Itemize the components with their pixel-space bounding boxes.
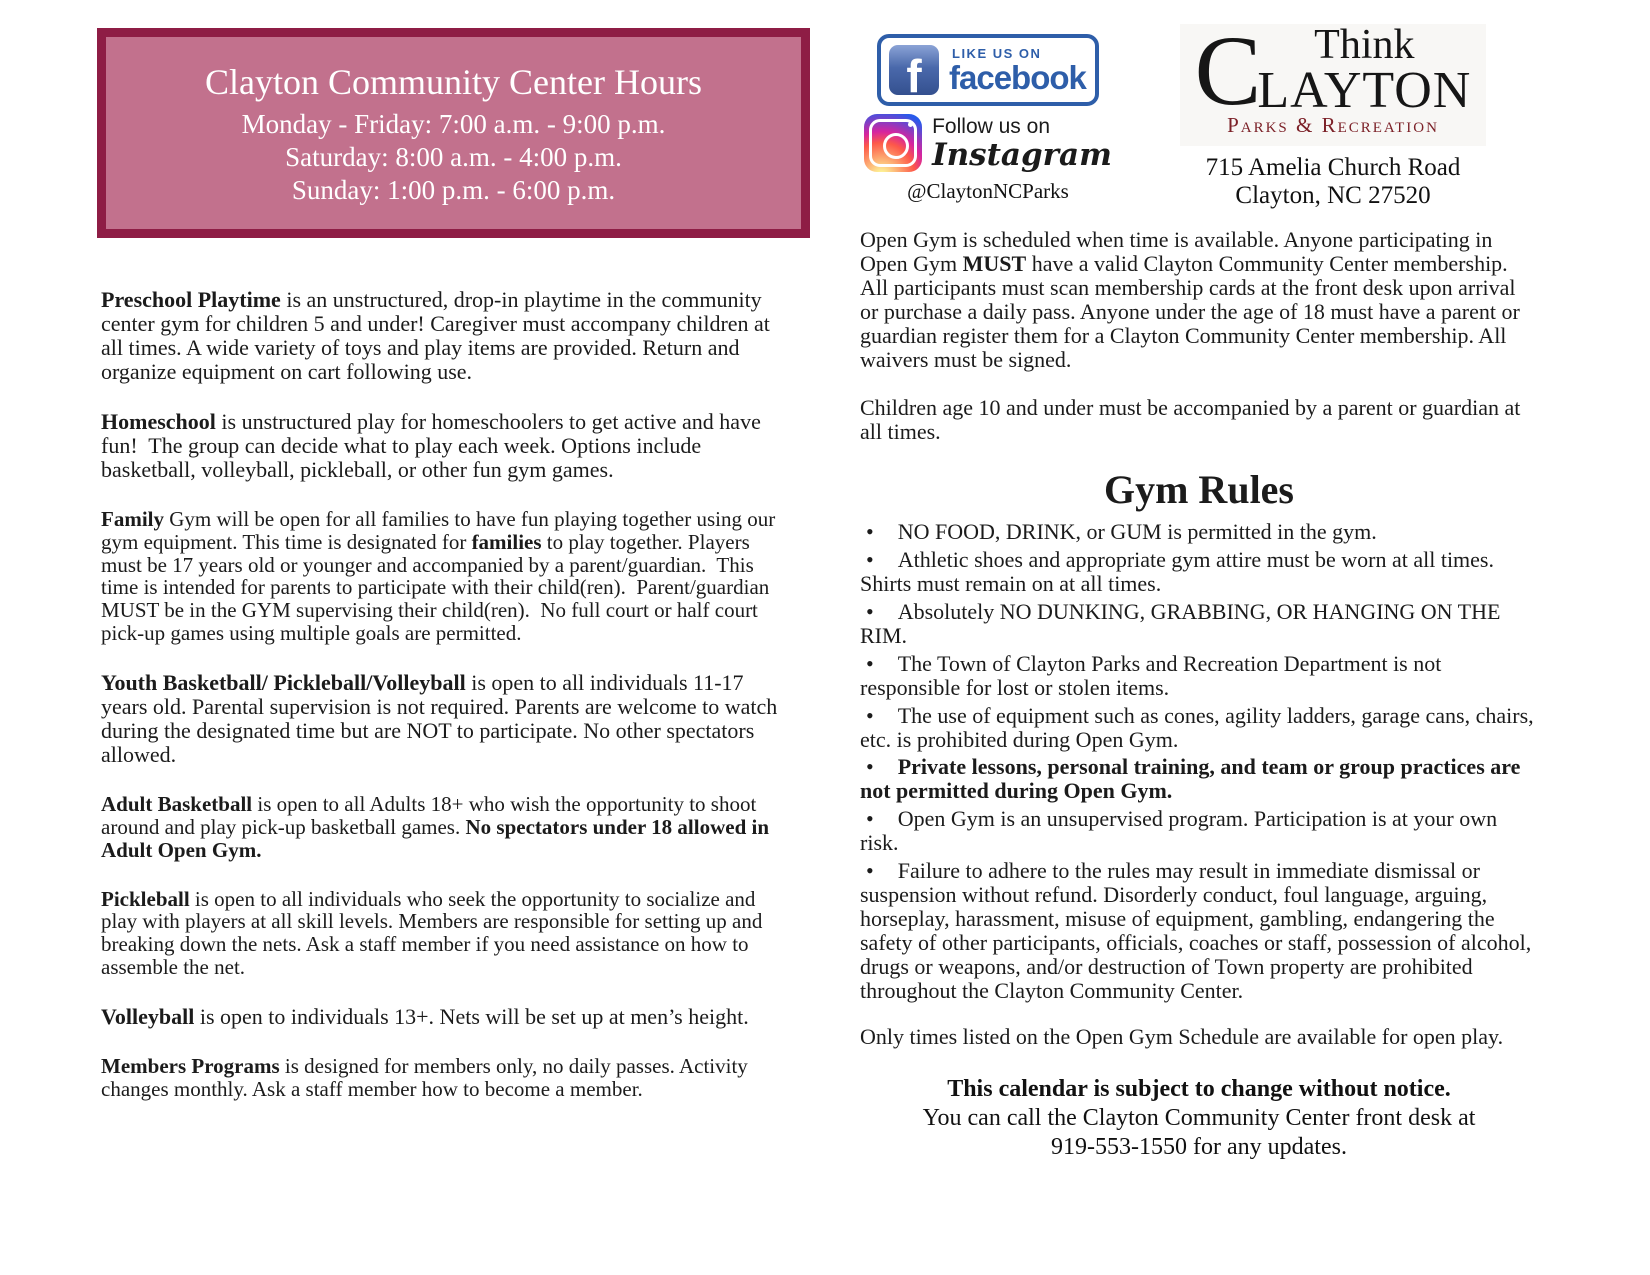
gym-rule-4 (860, 652, 1538, 700)
hours-panel (97, 28, 810, 238)
gym-rule-text: Failure to adhere to the rules may result in immediate dismissal or suspension without refund. Disorderly conduct, foul language, arguing, horseplay, harassment, misuse of equipment, gambling, endangering the safety of other participants, officials, coaches or staff, possession of alcohol, drugs or weapons, and/or destruction of Town property are prohibited throughout the Clayton Community Center. (860, 858, 1537, 1004)
facebook-text (949, 46, 1086, 94)
instagram-follow-label: Follow us on (932, 114, 1050, 138)
address-block (1180, 154, 1486, 210)
bullet-icon (866, 858, 874, 883)
open-gym-intro: Open Gym is scheduled when time is available. Anyone participating in Open Gym MUST have a valid Clayton Community Center membership. All participants must scan membership cards at the front desk upon arrival or purchase a daily pass. Anyone under the age of 18 must have a parent or guardian register them for a Clayton Community Center membership. All waivers must be signed. (860, 227, 1526, 372)
program-volleyball: Volleyball is open to individuals 13+. Nets will be set up at men’s height. (101, 1004, 749, 1030)
gym-rule-text: Open Gym is an unsupervised program. Participation is at your own risk. (860, 806, 1503, 856)
bullet-icon (866, 754, 874, 779)
gym-rules-list (860, 520, 1538, 1003)
instagram-handle: @ClaytonNCParks (907, 179, 1069, 203)
instagram-badge (868, 114, 1112, 173)
facebook-f-icon (889, 45, 939, 95)
gym-rule-5 (860, 704, 1538, 752)
program-homeschool: Homeschool is unstructured play for homeschoolers to get active and have fun! The group can decide what to play each week. Options include basketball, volleyball, pickleball, or other fun gym games. (101, 408, 767, 482)
program-pickleball: Pickleball is open to all individuals who seek the opportunity to socialize and play with players at all skill levels. Members are responsible for setting up and breaking down the nets. Ask a staff member if you need assistance on how to assemble the net. (101, 886, 768, 980)
clayton-logo-art (1180, 14, 1486, 146)
facebook-wordmark: facebook (949, 59, 1086, 96)
gym-rule-text: Athletic shoes and appropriate gym attire must be worn at all times. Shirts must remain on at all times. (860, 546, 1500, 596)
open-gym-section (860, 228, 1538, 1162)
bullet-icon (866, 547, 874, 572)
program-family-gym: Family Gym will be open for all families to have fun playing together using our gym equipment. This time is designated for families to play together. Players must be 17 years old or younger and accompanied by a parent/guardian. This time is intended for parents to participate with their child(ren). Parent/guardian MUST be in the GYM supervising their child(ren). No full court or half court pick-up games using multiple goals are permitted. (101, 506, 781, 646)
logo-stack (1257, 22, 1472, 119)
gym-rule-text: NO FOOD, DRINK, or GUM is permitted in the gym. (897, 518, 1377, 544)
instagram-text (932, 115, 1112, 172)
hours-line-sunday: Sunday: 1:00 p.m. - 6:00 p.m. (291, 174, 616, 205)
address-line1: 715 Amelia Church Road (1205, 154, 1461, 182)
bullet-icon (866, 806, 874, 831)
bullet-icon (866, 519, 874, 544)
social-links (868, 34, 1112, 204)
program-preschool-playtime: Preschool Playtime is an unstructured, drop-in playtime in the community center gym for children 5 and under! Caregiver must accompany children at all times. A wide variety of toys and play items are provided. Return and organize equipment on cart following use. (101, 287, 776, 384)
logo-think: Think (1314, 22, 1415, 68)
facebook-f-letter: f (906, 50, 922, 95)
logo-initial-c: C (1194, 14, 1262, 126)
children-note: Children age 10 and under must be accompanied by a parent or guardian at all times. (860, 394, 1526, 444)
gym-rule-text: The Town of Clayton Parks and Recreation Department is not responsible for lost or stolen items. (860, 650, 1447, 700)
program-youth-basketball: Youth Basketball/ Pickleball/Volleyball is open to all individuals 11-17 years old. Parental supervision is not required. Parents are welcome to watch during the designated time but are NOT to participate. No other spectators allowed. (101, 670, 783, 767)
gym-rule-7 (860, 807, 1538, 855)
gym-rules-title: Gym Rules (1104, 466, 1294, 512)
program-adult-basketball: Adult Basketball is open to all Adults 18+ who wish the opportunity to shoot around and play pick-up basketball games. No spectators under 18 allowed in Adult Open Gym. (101, 791, 774, 862)
footer-bold-line: This calendar is subject to change without notice. (947, 1076, 1451, 1103)
gym-rule-3 (860, 600, 1538, 648)
open-play-note: Only times listed on the Open Gym Schedule are available for open play. (860, 1024, 1504, 1050)
address-line2: Clayton, NC 27520 (1235, 182, 1431, 210)
clayton-logo (1180, 14, 1486, 210)
instagram-camera-lens (883, 133, 909, 159)
logo-subtitle: Parks & Recreation (1227, 113, 1439, 138)
instagram-wordmark: Instagram (932, 136, 1112, 173)
instagram-camera-icon (864, 114, 922, 172)
footer-note (860, 1075, 1538, 1161)
footer-line2: You can call the Clayton Community Center front desk at (922, 1104, 1476, 1131)
program-members-programs: Members Programs is designed for members only, no daily passes. Activity changes monthly. Ask a staff member how to become a member. (101, 1054, 754, 1101)
gym-rule-6 (860, 755, 1538, 803)
facebook-badge (877, 34, 1099, 106)
bullet-icon (866, 599, 874, 624)
program-descriptions (101, 288, 791, 1127)
gym-rule-text: Private lessons, personal training, and team or group practices are not permitted during Open Gym. (860, 754, 1526, 804)
bullet-icon (866, 703, 874, 728)
gym-rule-2 (860, 548, 1538, 596)
hours-title: Clayton Community Center Hours (205, 62, 702, 102)
hours-line-saturday: Saturday: 8:00 a.m. - 4:00 p.m. (285, 141, 622, 172)
gym-rule-text: The use of equipment such as cones, agility ladders, garage cans, chairs, etc. is prohibited during Open Gym. (860, 702, 1540, 752)
gym-rule-1 (860, 520, 1538, 544)
gym-rule-8 (860, 859, 1538, 1003)
footer-line3: 919-553-1550 for any updates. (1051, 1133, 1347, 1160)
hours-line-weekdays: Monday - Friday: 7:00 a.m. - 9:00 p.m. (241, 108, 666, 139)
bullet-icon (866, 651, 874, 676)
facebook-like-label: LIKE US ON (952, 46, 1042, 61)
logo-layton: LAYTON (1257, 61, 1472, 119)
gym-rule-text: Absolutely NO DUNKING, GRABBING, OR HANGING ON THE RIM. (860, 598, 1506, 648)
